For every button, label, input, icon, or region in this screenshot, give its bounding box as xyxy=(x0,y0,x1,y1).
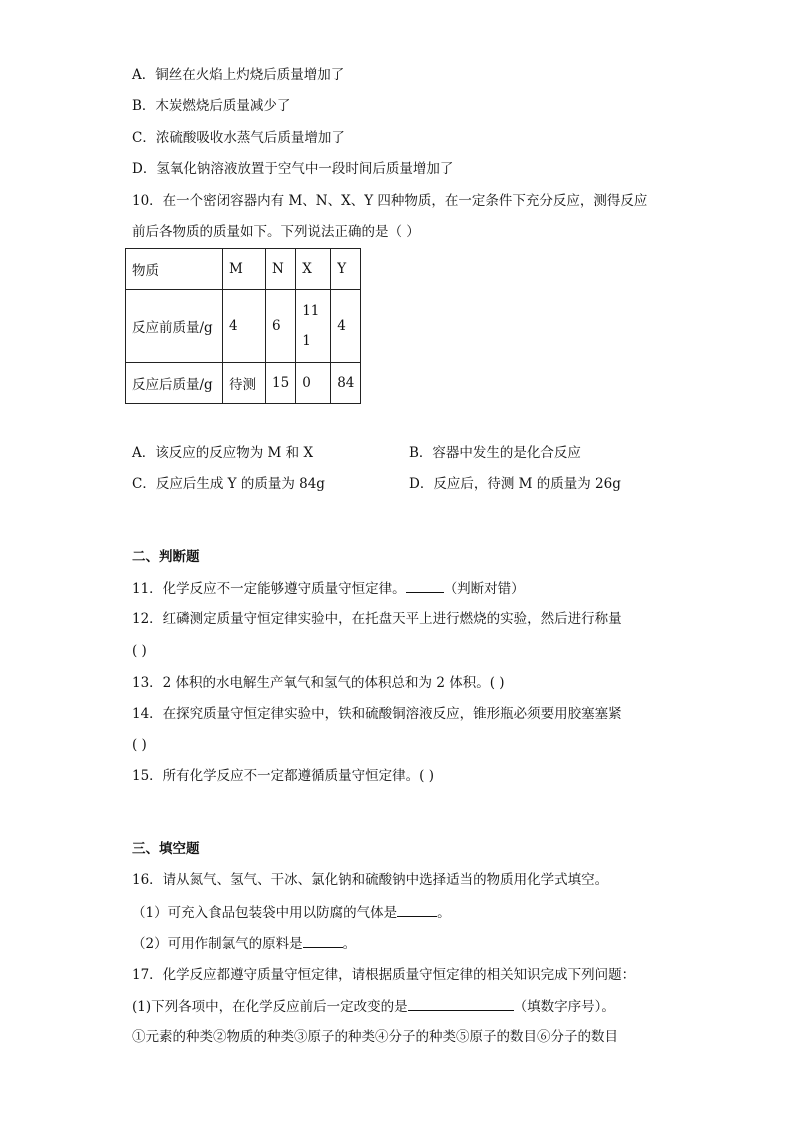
q17-part1-suffix: （填数字序号）。 xyxy=(513,999,615,1015)
q17-part1-blank[interactable] xyxy=(408,996,514,1011)
q16-part2 xyxy=(132,933,356,954)
q16-part1-end: 。 xyxy=(437,905,451,921)
mass-table xyxy=(125,248,361,404)
q11-answer-blank[interactable] xyxy=(406,578,444,593)
q12-line2: ( ) xyxy=(132,643,147,659)
q10-option-b: B．容器中发生的是化合反应 xyxy=(409,445,581,461)
q14-line2: ( ) xyxy=(132,737,147,753)
q11 xyxy=(132,578,525,599)
table-cell: 84 xyxy=(331,363,361,404)
q16-part2-blank[interactable] xyxy=(303,933,343,948)
q12-line1: 12．红磷测定质量守恒定律实验中，在托盘天平上进行燃烧的实验，然后进行称量 xyxy=(132,611,622,627)
q11-text: 11．化学反应不一定能够遵守质量守恒定律。 xyxy=(132,581,406,597)
table-cell: 4 xyxy=(331,290,361,363)
table-header-row xyxy=(126,249,361,290)
table-cell-line: 11 xyxy=(302,303,320,319)
table-cell: 待测 xyxy=(223,363,266,404)
table-cell: 4 xyxy=(223,290,266,363)
q10-stem-line1: 10．在一个密闭容器内有 M、N、X、Y 四种物质，在一定条件下充分反应，测得反应 xyxy=(132,193,648,209)
q17-stem: 17．化学反应都遵守质量守恒定律，请根据质量守恒定律的相关知识完成下列问题： xyxy=(132,967,636,983)
table-header-cell: 物质 xyxy=(126,249,223,290)
q16-part2-end: 。 xyxy=(342,936,357,952)
table-cell: 反应前质量/g xyxy=(126,290,223,363)
table-header-cell: M xyxy=(223,249,266,290)
q17-part1-text: (1)下列各项中，在化学反应前后一定改变的是 xyxy=(132,999,408,1015)
q14-line1: 14．在探究质量守恒定律实验中，铁和硫酸铜溶液反应，锥形瓶必须要用胶塞塞紧 xyxy=(132,706,622,722)
q10-option-a: A．该反应的反应物为 M 和 X xyxy=(132,445,314,461)
q16-part1 xyxy=(132,902,451,923)
q9-option-a: A．铜丝在火焰上灼烧后质量增加了 xyxy=(132,67,345,83)
table-header-cell: Y xyxy=(331,249,361,290)
q15: 15．所有化学反应不一定都遵循质量守恒定律。( ) xyxy=(132,768,435,784)
q11-suffix: （判断对错） xyxy=(443,581,525,597)
table-cell: 0 xyxy=(296,363,331,404)
table-cell: 反应后质量/g xyxy=(126,363,223,404)
q10-stem-line2: 前后各物质的质量如下。下列说法正确的是（ ） xyxy=(132,224,420,240)
q9-option-b: B．木炭燃烧后质量减少了 xyxy=(132,98,291,114)
q17-part1 xyxy=(132,996,615,1017)
table-row xyxy=(126,290,361,363)
q9-option-c: C．浓硫酸吸收水蒸气后质量增加了 xyxy=(132,130,345,146)
q16-part1-blank[interactable] xyxy=(397,902,437,917)
q10-option-d: D．反应后，待测 M 的质量为 26g xyxy=(409,476,621,492)
q9-option-d: D．氢氧化钠溶液放置于空气中一段时间后质量增加了 xyxy=(132,161,454,177)
q16-part2-text: （2）可用作制氯气的原料是 xyxy=(132,936,303,952)
q10-option-c: C．反应后生成 Y 的质量为 84g xyxy=(132,476,325,492)
table-cell-wrapped xyxy=(296,290,331,363)
q17-choices: ①元素的种类②物质的种类③原子的种类④分子的种类⑤原子的数目⑥分子的数目 xyxy=(132,1029,618,1045)
q13: 13．2 体积的水电解生产氧气和氢气的体积总和为 2 体积。( ) xyxy=(132,675,505,691)
table-cell: 15 xyxy=(266,363,296,404)
table-row xyxy=(126,363,361,404)
table-cell: 6 xyxy=(266,290,296,363)
table-cell-line: 1 xyxy=(302,333,311,349)
section-heading-fill-blank: 三、填空题 xyxy=(132,841,200,857)
q16-stem: 16．请从氮气、氢气、干冰、氯化钠和硫酸钠中选择适当的物质用化学式填空。 xyxy=(132,872,609,888)
table-header-cell: X xyxy=(296,249,331,290)
table-header-cell: N xyxy=(266,249,296,290)
q16-part1-text: （1）可充入食品包装袋中用以防腐的气体是 xyxy=(132,905,398,921)
section-heading-judgement: 二、判断题 xyxy=(132,549,200,565)
